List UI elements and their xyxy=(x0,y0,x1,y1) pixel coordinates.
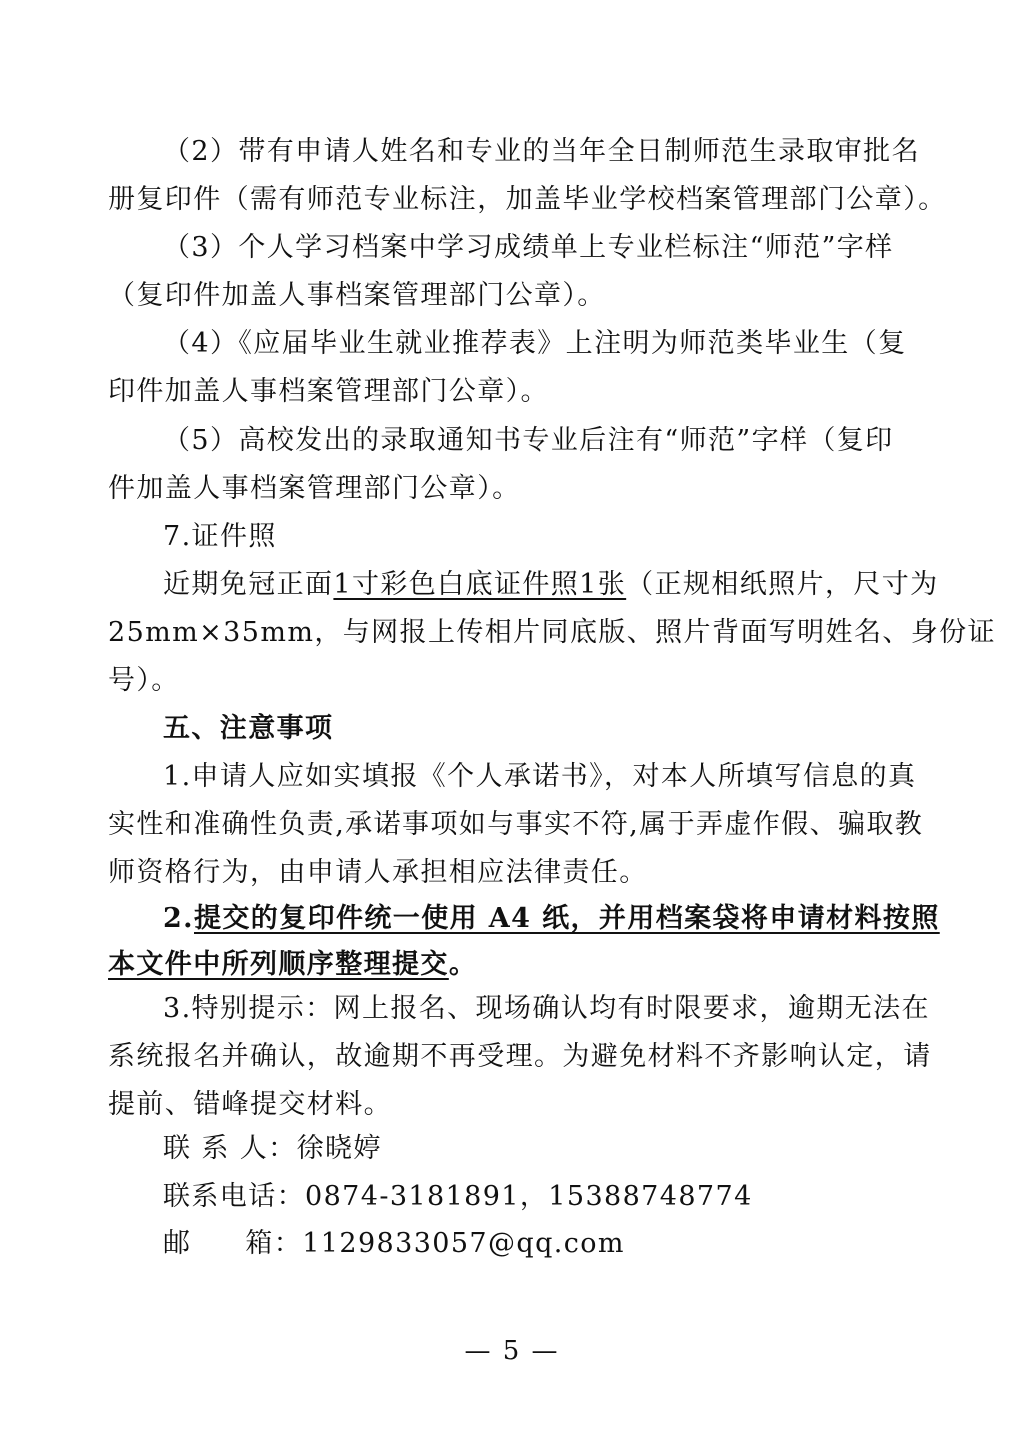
paragraph-2-line-2: 册复印件（需有师范专业标注，加盖毕业学校档案管理部门公章）。 xyxy=(108,184,947,215)
contact-email-value: 1129833057@qq.com xyxy=(302,1228,625,1259)
contact-phone-value: 0874-3181891，15388748774 xyxy=(305,1181,753,1212)
photo-requirement-line-3: 号）。 xyxy=(108,665,180,696)
paragraph-5-line-2: 件加盖人事档案管理部门公章）。 xyxy=(108,473,521,504)
photo-requirement-line-1 xyxy=(163,567,939,603)
note-3-line-3: 提前、错峰提交材料。 xyxy=(108,1089,392,1120)
note-2-line-1 xyxy=(163,901,940,937)
contact-person xyxy=(163,1131,382,1167)
note-1-line-3: 师资格行为，由申请人承担相应法律责任。 xyxy=(108,857,648,888)
note-1-line-1: 1.申请人应如实填报《个人承诺书》，对本人所填写信息的真 xyxy=(163,761,917,792)
note-2-underlined-1: 提交的复印件统一使用 A4 纸，并用档案袋将申请材料按照 xyxy=(194,903,940,934)
note-2-line-2 xyxy=(108,947,477,983)
note-2-number: 2. xyxy=(163,903,194,934)
contact-email-label-b: 箱： xyxy=(245,1228,303,1259)
paragraph-4-line-1: （4）《应届毕业生就业推荐表》上注明为师范类毕业生（复 xyxy=(163,328,907,359)
photo-prefix: 近期免冠正面 xyxy=(163,569,334,600)
note-3-line-1: 3.特别提示：网上报名、现场确认均有时限要求，逾期无法在 xyxy=(163,993,930,1024)
section-5-heading: 五、注意事项 xyxy=(163,713,334,744)
paragraph-5-line-1: （5）高校发出的录取通知书专业后注有“师范”字样（复印 xyxy=(163,425,894,456)
paragraph-3-line-1: （3）个人学习档案中学习成绩单上专业栏标注“师范”字样 xyxy=(163,232,894,263)
contact-email xyxy=(163,1226,625,1262)
page-number: — 5 — xyxy=(464,1336,560,1366)
paragraph-2-line-1: （2）带有申请人姓名和专业的当年全日制师范生录取审批名 xyxy=(163,136,920,167)
contact-person-value: 徐晓婷 xyxy=(296,1133,382,1164)
photo-suffix: （正规相纸照片，尺寸为 xyxy=(626,569,939,600)
photo-underlined-text: 1寸彩色白底证件照1张 xyxy=(333,569,627,600)
paragraph-3-line-2: （复印件加盖人事档案管理部门公章）。 xyxy=(108,280,606,311)
note-1-line-2: 实性和准确性负责,承诺事项如与事实不符,属于弄虚作假、骗取教 xyxy=(108,809,924,840)
note-3-line-2: 系统报名并确认，故逾期不再受理。为避免材料不齐影响认定，请 xyxy=(108,1041,932,1072)
item-7-title: 7.证件照 xyxy=(163,521,277,552)
contact-phone xyxy=(163,1179,753,1215)
photo-requirement-line-2: 25mm×35mm，与网报上传相片同底版、照片背面写明姓名、身份证 xyxy=(108,617,996,648)
contact-person-label: 联 系 人： xyxy=(163,1133,297,1164)
paragraph-4-line-2: 印件加盖人事档案管理部门公章）。 xyxy=(108,376,549,407)
note-2-underlined-2: 本文件中所列顺序整理提交 xyxy=(108,949,449,980)
note-2-end: 。 xyxy=(448,949,478,980)
contact-email-label-a: 邮 xyxy=(163,1228,192,1259)
contact-phone-label: 联系电话： xyxy=(163,1181,305,1212)
